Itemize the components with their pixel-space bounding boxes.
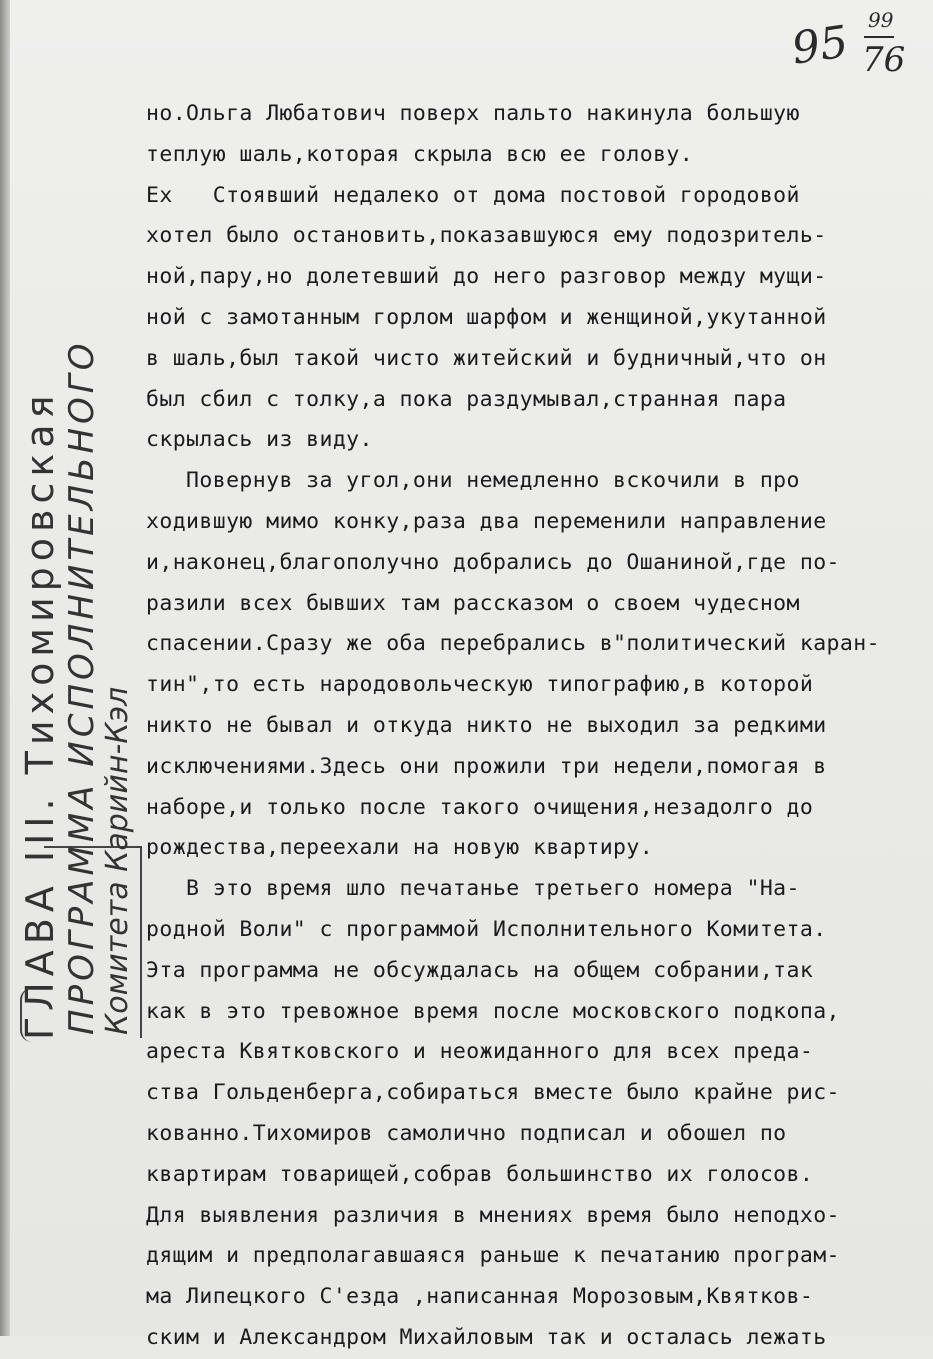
body-line: в шаль,был такой чисто житейский и будничный,что он	[146, 345, 827, 371]
body-line: кованно.Тихомиров самолично подписал и обошел по	[146, 1120, 787, 1146]
body-line: В это время шло печатанье третьего номера "На-	[146, 876, 800, 902]
page-number-stamp-bottom: 76	[862, 40, 906, 80]
body-line: родной Воли" с программой Исполнительного Комитета.	[146, 916, 827, 942]
body-line: ареста Квятковского и неожиданного для всех преда-	[146, 1039, 814, 1065]
body-line: Эта программа не обсуждалась на общем собрании,так	[146, 957, 814, 983]
body-line: исключениями.Здесь они прожили три недели,помогая в	[146, 753, 827, 779]
body-line: дящим и предполагавшаяся раньше к печатанию програм-	[146, 1243, 840, 1269]
page-number-stamp-top: 99	[868, 8, 894, 32]
body-line: как в это тревожное время после московского подкопа,	[146, 998, 840, 1024]
body-line: ства Гольденберга,собираться вместе было крайне рис-	[146, 1080, 840, 1106]
body-line: Ех Стоявший недалеко от дома постовой городовой	[146, 182, 800, 208]
body-line: ским и Александром Михайловым так и осталась лежать	[146, 1324, 827, 1350]
body-line: спасении.Сразу же оба перебрались в"политический каран-	[146, 631, 880, 657]
body-line: Повернув за угол,они немедленно вскочили в про	[146, 468, 800, 494]
body-line: квартирам товарищей,собрав большинство их голосов.	[146, 1161, 814, 1187]
page-number-divider	[864, 36, 894, 38]
body-line: тин",то есть народовольческую типографию,в которой	[146, 672, 814, 698]
margin-note-program: ПРОГРАММА ИСПОЛНИТЕЛЬНОГО	[62, 339, 102, 1035]
margin-note-chapter: ГЛАВА III. Тихомировская	[18, 389, 62, 1040]
body-line: Для выявления различия в мнениях время было неподхо-	[146, 1202, 840, 1228]
margin-note-committee: Комитета Карийн-Кэл	[100, 686, 135, 1035]
body-line: ной,пару,но долетевший до него разговор между мущи-	[146, 264, 827, 290]
body-line: никто не бывал и откуда никто не выходил за редкими	[146, 712, 827, 738]
body-line: наборе,и только после такого очищения,незадолго до	[146, 794, 814, 820]
body-line: ходившую мимо конку,раза два переменили направление	[146, 508, 827, 534]
body-line: и,наконец,благополучно добрались до Ошаниной,где по-	[146, 549, 840, 575]
body-line: ной с замотанным горлом шарфом и женщиной,укутанной	[146, 304, 827, 330]
body-line: был сбил с толку,а пока раздумывал,странная пара	[146, 386, 787, 412]
body-line: ма Липецкого С'езда ,написанная Морозовым,Квятков-	[146, 1284, 814, 1310]
body-line: разили всех бывших там рассказом о своем чудесном	[146, 590, 800, 616]
body-line: но.Ольга Любатович поверх пальто накинула большую	[146, 101, 800, 126]
body-line: скрылась из виду.	[146, 427, 373, 453]
body-line: хотел было остановить,показавшуюся ему подозритель-	[146, 223, 827, 249]
body-line: теплую шаль,которая скрыла всю ее голову.	[146, 141, 694, 167]
body-line: рождества,переехали на новую квартиру.	[146, 835, 654, 861]
page-number-stamp-left: 95	[788, 16, 852, 75]
typewritten-body	[146, 94, 916, 1359]
